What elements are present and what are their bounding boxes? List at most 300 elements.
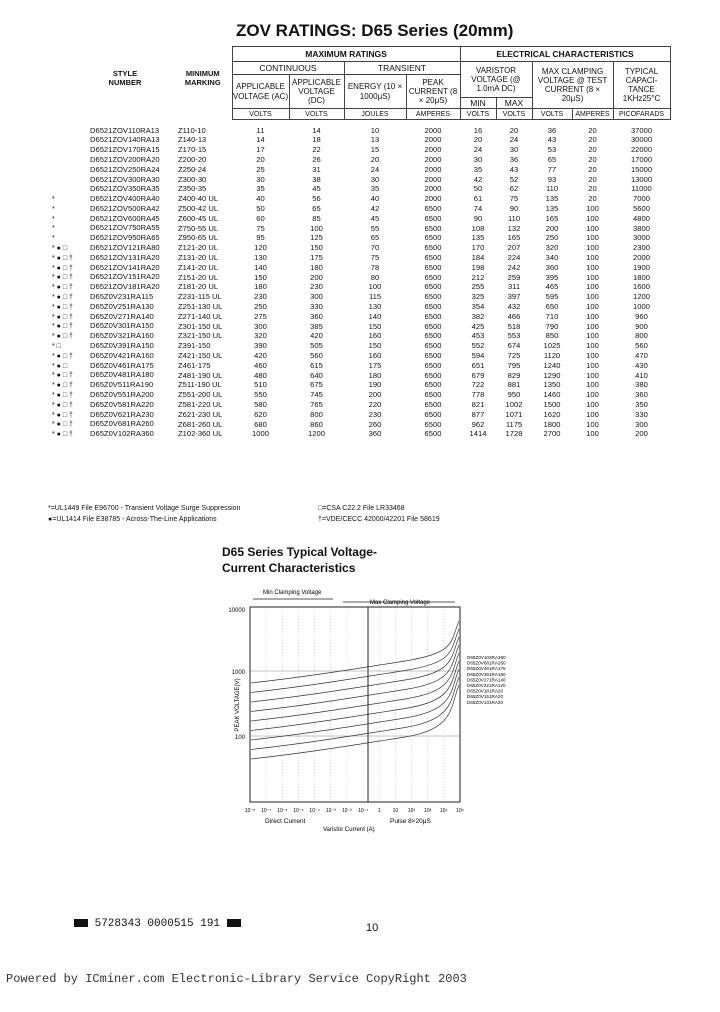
cell-clamp-v: 850 [545, 331, 559, 341]
cell-max: 881 [507, 380, 521, 390]
legend-ul1449: *=UL1449 File E96700 - Transient Voltage Surge Suppression [48, 505, 241, 512]
cell-max: 950 [507, 390, 521, 400]
cell-clamp-v: 250 [545, 233, 559, 243]
table-row [48, 341, 670, 351]
cell-cap: 11000 [631, 184, 652, 194]
cell-cap: 15000 [630, 164, 653, 174]
approval-marks: * ● □ † [52, 411, 73, 419]
cell-energy: 80 [370, 272, 380, 282]
x-tick-label: 10⁴ [439, 808, 448, 814]
style-number: D65Z0V511RA190 [90, 380, 154, 390]
cell-max: 224 [507, 252, 521, 262]
cell-min: 722 [471, 380, 485, 390]
cell-peak: 2000 [424, 194, 442, 204]
cell-peak: 2000 [424, 135, 442, 145]
cell-energy: 78 [370, 262, 380, 272]
cell-peak: 6500 [424, 321, 442, 331]
style-number-header: STYLE NUMBER [108, 68, 142, 87]
table-row [48, 410, 670, 420]
curve-label: D65Z0V271RA140 [467, 677, 506, 683]
cell-cap: 3000 [633, 233, 650, 243]
cell-ac: 17 [256, 145, 265, 155]
approval-marks: * ● □ † [52, 391, 73, 399]
cell-min: 354 [471, 301, 485, 311]
table-row [48, 419, 670, 429]
cell-energy: 115 [368, 292, 382, 302]
footer-code-text: 5728343 0000515 191 [94, 918, 221, 930]
cell-peak: 6500 [424, 243, 442, 253]
curve-label: D65Z0V221RA120 [467, 683, 506, 688]
cell-energy: 30 [370, 174, 380, 184]
cell-clamp-v: 320 [545, 243, 559, 253]
cell-clamp-v: 77 [547, 164, 557, 174]
cell-clamp-v: 43 [547, 135, 557, 145]
cell-peak: 6500 [424, 419, 442, 429]
cell-max: 75 [509, 194, 519, 204]
cell-ac: 95 [256, 233, 265, 243]
cell-energy: 360 [368, 429, 382, 439]
cell-min: 20 [473, 135, 483, 145]
style-number: D6521ZOV500RA42 [90, 203, 160, 213]
cell-max: 30 [509, 145, 519, 155]
cell-min: 61 [473, 194, 483, 204]
cell-min: 16 [473, 125, 483, 135]
cell-clamp-a: 20 [588, 154, 597, 164]
cell-dc: 100 [310, 223, 323, 233]
cell-marking: Z300-30 [178, 174, 207, 184]
cell-marking: Z500-42 UL [178, 203, 219, 213]
cell-dc: 56 [312, 194, 321, 204]
cell-max: 432 [507, 301, 521, 311]
cell-marking: Z350-35 [178, 184, 207, 194]
cell-clamp-a: 100 [586, 331, 599, 341]
cell-clamp-v: 135 [545, 203, 559, 213]
style-number: D6521ZOV250RA24 [90, 164, 160, 174]
cell-ac: 35 [256, 184, 265, 194]
cell-marking: Z181-20 UL [178, 282, 219, 292]
cell-min: 212 [471, 272, 485, 282]
style-number: D6521ZOV300RA30 [90, 174, 160, 184]
cell-peak: 6500 [424, 331, 442, 341]
x-tick-label: 10² [407, 808, 416, 814]
approval-marks: * ● □ † [52, 284, 73, 292]
cell-min: 35 [473, 164, 483, 174]
cell-ac: 580 [254, 399, 267, 409]
table-row [48, 292, 670, 302]
cell-energy: 100 [368, 282, 382, 292]
cell-peak: 6500 [424, 390, 442, 400]
cell-cap: 360 [635, 390, 648, 400]
cell-energy: 13 [370, 135, 380, 145]
table-row [48, 194, 670, 204]
cell-peak: 2000 [424, 174, 442, 184]
cell-ac: 60 [256, 213, 265, 223]
cell-marking: Z581-220 UL [178, 399, 223, 409]
table-row [48, 390, 670, 400]
cell-clamp-a: 100 [586, 262, 599, 272]
graph-title-line1: D65 Series Typical Voltage- [222, 545, 377, 559]
cell-energy: 45 [370, 213, 380, 223]
x-tick-label: 10⁵ [456, 808, 464, 814]
page-number: 10 [366, 922, 379, 934]
table-row [48, 204, 670, 214]
cell-min: 74 [473, 203, 483, 213]
peak-current-header: PEAK CURRENT (8 × 20μS) [406, 75, 460, 109]
cell-marking: Z102-360 UL [178, 429, 223, 439]
cell-energy: 20 [370, 154, 380, 164]
cell-clamp-v: 1350 [543, 380, 561, 390]
cell-dc: 18 [312, 135, 321, 145]
x-axis-label: Varistor Current (A) [323, 827, 375, 833]
cell-marking: Z271-140 UL [178, 311, 223, 321]
table-row [48, 135, 670, 145]
approval-marks: * ● □ † [52, 431, 73, 439]
applicable-dc-header: APPLICABLE VOLTAGE (DC) [289, 75, 344, 109]
table-row [48, 400, 670, 410]
cell-max: 110 [507, 213, 521, 223]
cell-energy: 130 [368, 301, 382, 311]
cell-marking: Z301-150 UL [178, 321, 223, 331]
cell-clamp-a: 20 [588, 125, 597, 135]
cell-ac: 230 [254, 292, 267, 302]
approval-marks: * ● □ † [52, 382, 73, 390]
cell-min: 135 [471, 233, 485, 243]
cell-ac: 250 [254, 301, 267, 311]
cell-max: 242 [507, 262, 521, 272]
cell-clamp-v: 710 [545, 311, 559, 321]
unit-ac: VOLTS [232, 109, 289, 120]
cell-energy: 160 [368, 350, 382, 360]
cell-marking: Z950-65 UL [178, 233, 219, 243]
cell-dc: 505 [310, 341, 323, 351]
style-number: D65Z0V231RA115 [90, 291, 154, 301]
cell-cap: 900 [635, 321, 648, 331]
x-tick-label: 10 [392, 808, 399, 814]
cell-peak: 2000 [424, 145, 442, 155]
cell-cap: 4800 [633, 213, 650, 223]
cell-clamp-v: 36 [547, 125, 557, 135]
cell-max: 52 [509, 174, 519, 184]
style-number: D6521ZOV121RA80 [90, 242, 160, 252]
cell-cap: 1900 [633, 262, 650, 272]
cell-cap: 2300 [633, 243, 650, 253]
cell-clamp-v: 360 [545, 262, 559, 272]
table-row [48, 174, 670, 184]
cell-marking: Z391-150 [178, 341, 211, 351]
cell-cap: 1200 [633, 292, 650, 302]
cell-ac: 25 [256, 164, 265, 174]
cell-peak: 6500 [424, 429, 442, 439]
legend-ul1414: ●=UL1414 File E38785 - Across-The-Line Applications [48, 516, 217, 523]
cell-max: 795 [507, 360, 521, 370]
cell-ac: 130 [254, 252, 267, 262]
cell-peak: 6500 [424, 341, 442, 351]
cell-energy: 15 [370, 145, 380, 155]
cell-clamp-a: 100 [586, 272, 599, 282]
unit-peak: AMPERES [406, 109, 460, 120]
cell-ac: 320 [254, 331, 267, 341]
cell-ac: 14 [256, 135, 265, 145]
cell-clamp-a: 20 [588, 164, 597, 174]
cell-min: 42 [473, 174, 483, 184]
curve-label: D65Z0V102RA360 [467, 655, 506, 660]
x-tick-label: 10⁻⁷ [261, 808, 272, 814]
cell-ac: 150 [254, 272, 267, 282]
cell-min: 453 [471, 331, 485, 341]
cell-min: 594 [471, 350, 485, 360]
cell-max: 132 [507, 223, 521, 233]
cell-clamp-a: 100 [586, 301, 599, 311]
cell-dc: 300 [310, 292, 323, 302]
cell-marking: Z750-55 UL [178, 223, 219, 233]
y-tick-1000: 1000 [231, 670, 245, 676]
table-row [48, 272, 670, 282]
cell-max: 36 [509, 154, 519, 164]
cell-clamp-a: 20 [588, 174, 597, 184]
cell-min: 962 [471, 419, 485, 429]
approval-marks: * ● □ † [52, 352, 73, 360]
style-number: D6521ZOV950RA65 [90, 233, 160, 243]
cell-cap: 960 [635, 311, 648, 321]
cell-marking: Z421-150 UL [178, 350, 223, 360]
cell-clamp-v: 1290 [543, 370, 561, 380]
cell-clamp-a: 100 [586, 380, 599, 390]
cell-ac: 620 [254, 409, 267, 419]
cell-max: 259 [507, 272, 521, 282]
cell-min: 325 [471, 292, 485, 302]
unit-dc: VOLTS [289, 109, 344, 120]
min-clamping-label: Min Clamping Voltage [263, 590, 322, 596]
cell-dc: 45 [312, 184, 321, 194]
style-number: D6521ZOV141RA20 [90, 262, 160, 272]
cell-dc: 180 [310, 262, 323, 272]
cell-clamp-a: 100 [586, 321, 599, 331]
cell-clamp-v: 340 [545, 252, 559, 262]
cell-marking: Z621-230 UL [178, 409, 223, 419]
unit-min: VOLTS [460, 109, 496, 120]
cell-peak: 6500 [424, 292, 442, 302]
cell-cap: 13000 [630, 174, 653, 184]
cell-ac: 40 [256, 194, 265, 204]
approval-marks: * [52, 225, 55, 233]
cell-max: 20 [509, 125, 519, 135]
cell-dc: 200 [310, 272, 323, 282]
cell-clamp-v: 53 [547, 145, 557, 155]
min-header: MIN [460, 98, 496, 109]
legend-csa: □=CSA C22.2 File LR33468 [318, 505, 405, 512]
table-row [48, 214, 670, 224]
cell-cap: 470 [635, 350, 648, 360]
cell-ac: 460 [254, 360, 267, 370]
approval-marks: * ● □ † [52, 313, 73, 321]
cell-dc: 14 [312, 125, 321, 135]
cell-clamp-a: 20 [588, 194, 597, 204]
cell-marking: Z250-24 [178, 164, 207, 174]
cell-clamp-v: 1120 [543, 350, 561, 360]
table-row [48, 145, 670, 155]
legend-vde: †=VDE/CECC 42000/42201 File 58619 [318, 516, 440, 523]
cell-peak: 6500 [424, 282, 442, 292]
approval-marks: * ● □ [52, 362, 68, 370]
cell-ac: 420 [254, 350, 267, 360]
cell-dc: 150 [310, 243, 323, 253]
style-number: D65Z0V391RA150 [90, 340, 154, 350]
style-number: D65Z0V321RA160 [90, 331, 154, 341]
style-number: D6521ZOV131RA20 [90, 252, 160, 262]
cell-max: 1002 [505, 399, 523, 409]
cell-cap: 200 [635, 429, 648, 439]
cell-ac: 680 [254, 419, 267, 429]
cell-energy: 190 [368, 380, 382, 390]
direct-current-label: Direct Current [265, 818, 306, 825]
capacitance-header: TYPICAL CAPACI-TANCE 1KHz25°C [613, 62, 670, 109]
x-tick-label: 10⁻³ [325, 808, 336, 814]
cell-clamp-v: 2700 [543, 429, 561, 439]
cell-cap: 330 [635, 409, 648, 419]
cell-peak: 6500 [424, 262, 442, 272]
cell-cap: 3800 [633, 223, 650, 233]
cell-dc: 860 [310, 419, 323, 429]
approval-marks: * ● □ † [52, 254, 73, 262]
cell-clamp-a: 100 [586, 350, 599, 360]
cell-min: 108 [471, 223, 485, 233]
cell-cap: 350 [635, 399, 648, 409]
cell-max: 674 [507, 341, 521, 351]
table-row [48, 243, 670, 253]
cell-ac: 300 [254, 321, 267, 331]
cell-dc: 800 [310, 409, 323, 419]
ratings-rows [48, 126, 670, 440]
cell-clamp-a: 100 [586, 409, 599, 419]
cell-ac: 30 [256, 174, 265, 184]
cell-marking: Z551-200 UL [178, 390, 223, 400]
maximum-ratings-header: MAXIMUM RATINGS [232, 47, 460, 62]
cell-clamp-a: 100 [586, 243, 599, 253]
cell-energy: 24 [370, 164, 380, 174]
cell-max: 1175 [505, 419, 523, 429]
cell-min: 382 [471, 311, 485, 321]
cell-peak: 6500 [424, 409, 442, 419]
style-number: D65Z0V251RA130 [90, 301, 154, 311]
approval-marks: * [52, 235, 55, 243]
cell-dc: 640 [310, 370, 323, 380]
curve-label: D65Z0V391RA150 [467, 671, 506, 677]
cell-dc: 26 [312, 154, 321, 164]
approval-marks: * [52, 195, 55, 203]
style-number: D6521ZOV600RA45 [90, 213, 160, 223]
cell-clamp-v: 165 [545, 213, 559, 223]
cell-dc: 615 [310, 360, 323, 370]
cell-clamp-v: 395 [545, 272, 559, 282]
cell-clamp-v: 465 [545, 282, 559, 292]
cell-min: 778 [471, 390, 485, 400]
cell-min: 198 [471, 262, 485, 272]
style-number: D65Z0V301RA150 [90, 321, 154, 331]
cell-marking: Z681-260 UL [178, 419, 223, 429]
cell-ac: 20 [256, 154, 265, 164]
cell-cap: 300 [635, 419, 648, 429]
approval-marks: * ● □ † [52, 421, 73, 429]
cell-dc: 85 [312, 213, 321, 223]
style-number: D65Z0V271RA140 [90, 311, 154, 321]
cell-peak: 6500 [424, 272, 442, 282]
cell-max: 397 [507, 292, 521, 302]
style-number: D6521ZOV350RA35 [90, 184, 160, 194]
cell-dc: 38 [312, 174, 321, 184]
cell-energy: 55 [370, 223, 380, 233]
cell-peak: 6500 [424, 350, 442, 360]
cell-energy: 70 [370, 243, 380, 253]
x-tick-label: 10³ [424, 808, 432, 814]
graph-curve-labels [467, 655, 506, 705]
cell-dc: 230 [310, 282, 323, 292]
table-row [48, 321, 670, 331]
cell-min: 24 [473, 145, 483, 155]
table-row [48, 331, 670, 341]
cell-marking: Z131-20 UL [178, 252, 219, 262]
cell-clamp-a: 100 [586, 213, 599, 223]
cell-clamp-v: 1620 [543, 409, 561, 419]
cell-clamp-a: 100 [586, 399, 599, 409]
cell-clamp-v: 93 [547, 174, 557, 184]
table-row [48, 282, 670, 292]
unit-energy: JOULES [344, 109, 406, 120]
style-number: D6521ZOV200RA20 [90, 154, 160, 164]
cell-ac: 180 [254, 282, 267, 292]
cell-max: 518 [507, 321, 521, 331]
style-number: D6521ZOV750RA55 [90, 223, 160, 233]
table-row [48, 223, 670, 233]
cell-max: 466 [507, 311, 521, 321]
cell-energy: 160 [368, 331, 382, 341]
cell-ac: 275 [254, 311, 267, 321]
cell-marking: Z461-175 [178, 360, 211, 370]
cell-energy: 42 [370, 203, 380, 213]
cell-dc: 675 [310, 380, 323, 390]
cell-cap: 17000 [630, 154, 653, 164]
cell-min: 679 [471, 370, 485, 380]
cell-energy: 75 [370, 252, 380, 262]
cell-peak: 6500 [424, 301, 442, 311]
y-tick-100: 100 [234, 735, 245, 741]
approval-marks: * □ [52, 342, 61, 350]
cell-clamp-v: 110 [545, 184, 559, 194]
unit-clamp-volts: VOLTS [532, 109, 572, 120]
style-number: D6521ZOV181RA20 [90, 282, 160, 292]
style-number: D6521ZOV110RA13 [90, 125, 160, 135]
cell-energy: 150 [368, 321, 382, 331]
cell-marking: Z141-20 UL [178, 262, 219, 272]
max-clamping-label: Max Clamping Voltage [370, 600, 431, 606]
cell-marking: Z110-10 [178, 125, 206, 135]
cell-clamp-a: 100 [586, 429, 599, 439]
applicable-ac-header: APPLICABLE VOLTAGE (AC) [232, 75, 289, 109]
cell-peak: 2000 [424, 184, 442, 194]
vi-curve [251, 661, 459, 731]
cell-cap: 430 [635, 360, 648, 370]
cell-clamp-a: 20 [588, 184, 597, 194]
cell-marking: Z321-150 UL [178, 331, 223, 341]
curve-label: D65Z0V151RA20 [467, 694, 504, 700]
approval-marks: * ● □ † [52, 274, 73, 282]
style-number: D65Z0V102RA360 [90, 429, 154, 439]
cell-marking: Z400-40 UL [178, 194, 219, 204]
cell-energy: 40 [370, 194, 380, 204]
cell-max: 311 [507, 282, 521, 292]
cell-marking: Z140-13 [178, 135, 207, 145]
graph-frame [250, 607, 460, 802]
cell-peak: 6500 [424, 360, 442, 370]
